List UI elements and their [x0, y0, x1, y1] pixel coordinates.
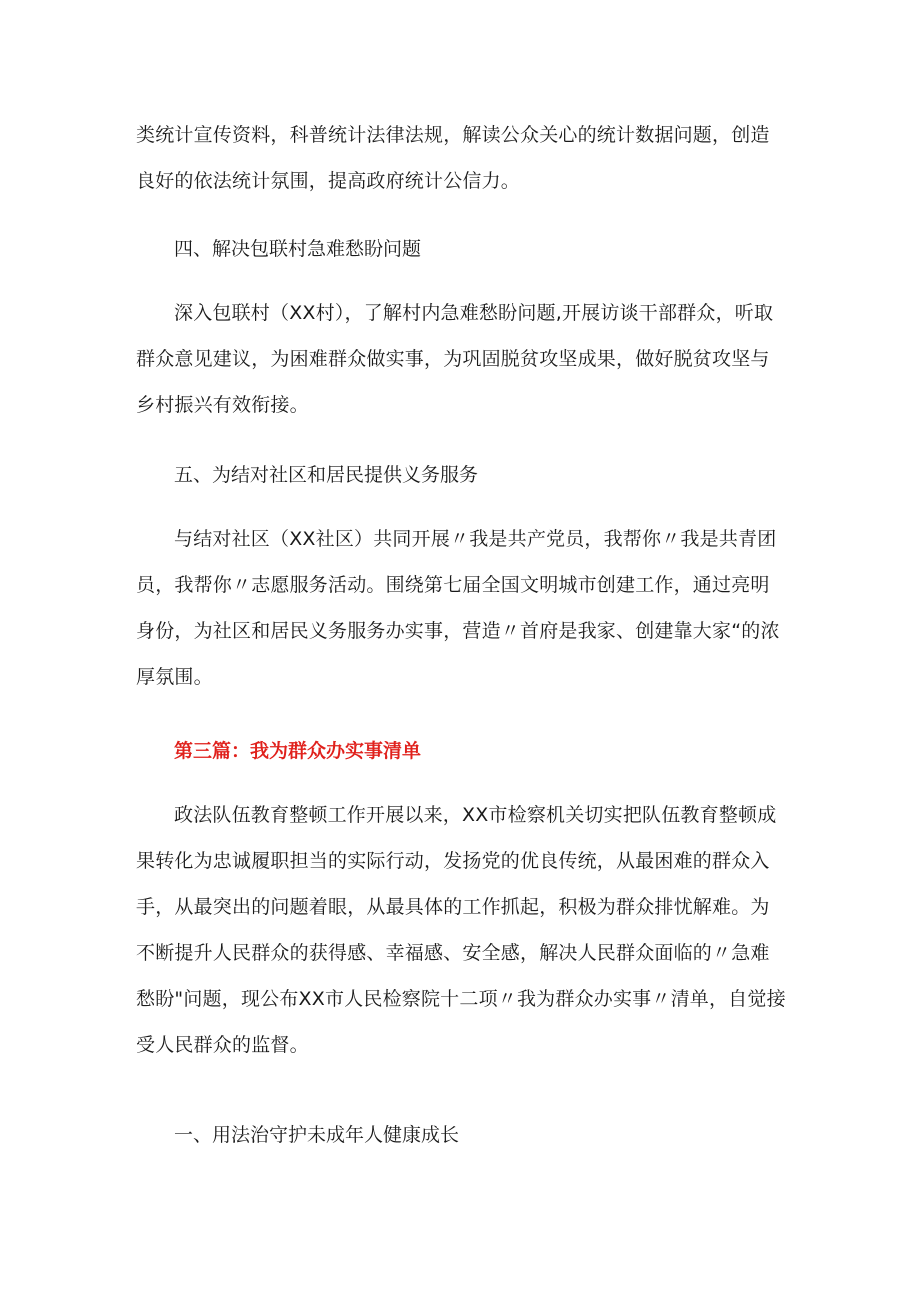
- section-paragraph: [136, 792, 786, 1068]
- paragraph-four: [136, 290, 786, 428]
- heading-one: 一、用法治守护未成年人健康成长: [174, 1124, 460, 1146]
- section-title: 第三篇：我为群众办实事清单: [174, 740, 422, 762]
- paragraph-five-text: 与结对社区（XX社区）共同开展〃我是共产党员，我帮你〃我是共青团员，我帮你〃志愿服务活动。围绕第七届全国文明城市创建工作，通过亮明身份，为社区和居民义务服务办实事，营造〃首府是我家、创建靠大家“的浓厚氛围。: [136, 528, 780, 688]
- paragraph-four-text: 深入包联村（XX村），了解村内急难愁盼问题,开展访谈干部群众，听取群众意见建议，为困难群众做实事，为巩固脱贫攻坚成果，做好脱贫攻坚与乡村振兴有效衔接。: [136, 302, 774, 416]
- section-paragraph-text: 政法队伍教育整顿工作开展以来，XX市检察机关切实把队伍教育整顿成果转化为忠诚履职担当的实际行动，发扬党的优良传统，从最困难的群众入手，从最突出的问题着眼，从最具体的工作抓起，积极为群众排忧解难。为不断提升人民群众的获得感、幸福感、安全感，解决人民群众面临的〃急难愁盼"问题，现公布XX市人民检察院十二项〃我为群众办实事〃清单，自觉接受人民群众的监督。: [136, 804, 786, 1056]
- heading-four: 四、解决包联村急难愁盼问题: [174, 238, 422, 260]
- heading-five: 五、为结对社区和居民提供义务服务: [174, 464, 479, 486]
- intro-paragraph: 类统计宣传资料，科普统计法律法规，解读公众关心的统计数据问题，创造良好的依法统计氛围，提高政府统计公信力。: [136, 124, 770, 192]
- paragraph-five: [136, 516, 786, 700]
